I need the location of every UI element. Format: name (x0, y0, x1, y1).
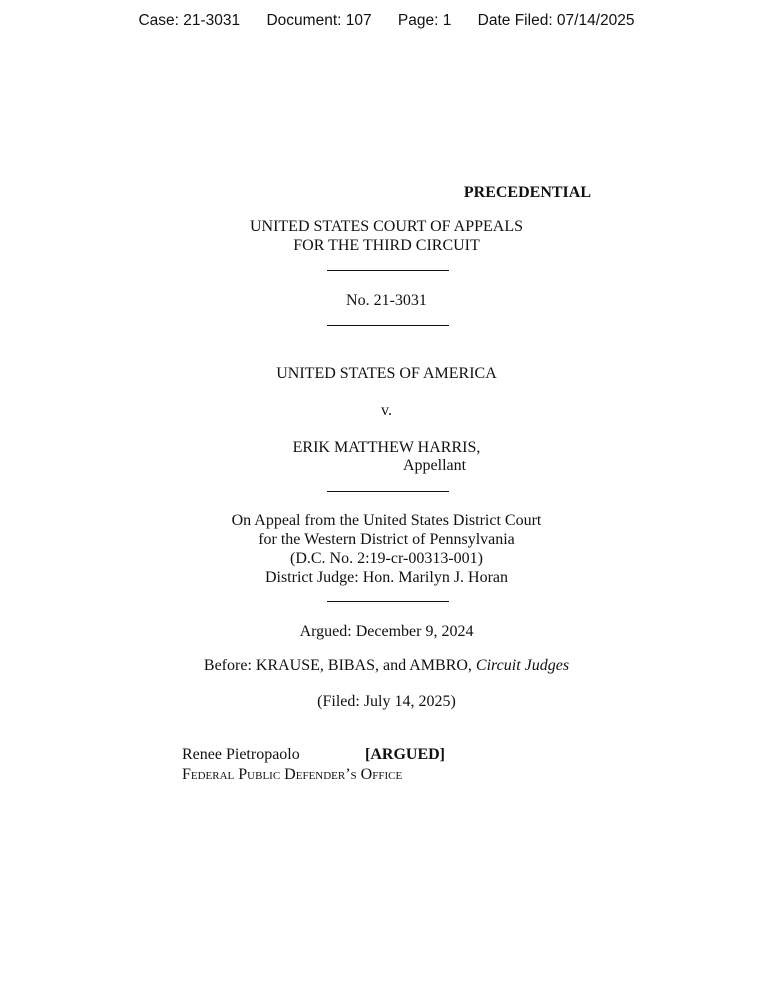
court-name-line1: UNITED STATES COURT OF APPEALS (249, 218, 524, 235)
plaintiff-name: UNITED STATES OF AMERICA (276, 365, 497, 382)
divider-rule (327, 601, 449, 602)
counsel-argued-tag: [ARGUED] (365, 746, 445, 763)
filed-date: (Filed: July 14, 2025) (317, 693, 456, 710)
case-number: No. 21-3031 (346, 292, 427, 309)
court-name-line2: FOR THE THIRD CIRCUIT (293, 237, 480, 254)
document-number-label: Document: 107 (266, 12, 372, 29)
panel-judges (0, 656, 773, 675)
divider-rule (327, 491, 449, 492)
counsel-name: Renee Pietropaolo (182, 746, 300, 763)
filing-header (0, 12, 773, 30)
precedential-label: PRECEDENTIAL (463, 184, 591, 201)
panel-judges-title: Circuit Judges (475, 657, 570, 674)
appeal-line2: for the Western District of Pennsylvania (258, 531, 515, 548)
case-number-label: Case: 21-3031 (138, 12, 241, 29)
counsel-office: Federal Public Defender’s Office (182, 766, 403, 783)
page-number-label: Page: 1 (397, 12, 452, 29)
versus-label: v. (381, 402, 392, 419)
district-judge: District Judge: Hon. Marilyn J. Horan (264, 569, 509, 586)
panel-judges-names: Before: KRAUSE, BIBAS, and AMBRO, (203, 657, 476, 674)
district-court-number: (D.C. No. 2:19-cr-00313-001) (290, 550, 483, 567)
defendant-name: ERIK MATTHEW HARRIS, (292, 439, 481, 456)
date-filed-label: Date Filed: 07/14/2025 (477, 12, 635, 29)
appellant-label: Appellant (403, 457, 467, 474)
appeal-line1: On Appeal from the United States District Court (231, 512, 542, 529)
divider-rule (327, 270, 449, 271)
argued-date: Argued: December 9, 2024 (299, 623, 474, 640)
divider-rule (327, 325, 449, 326)
